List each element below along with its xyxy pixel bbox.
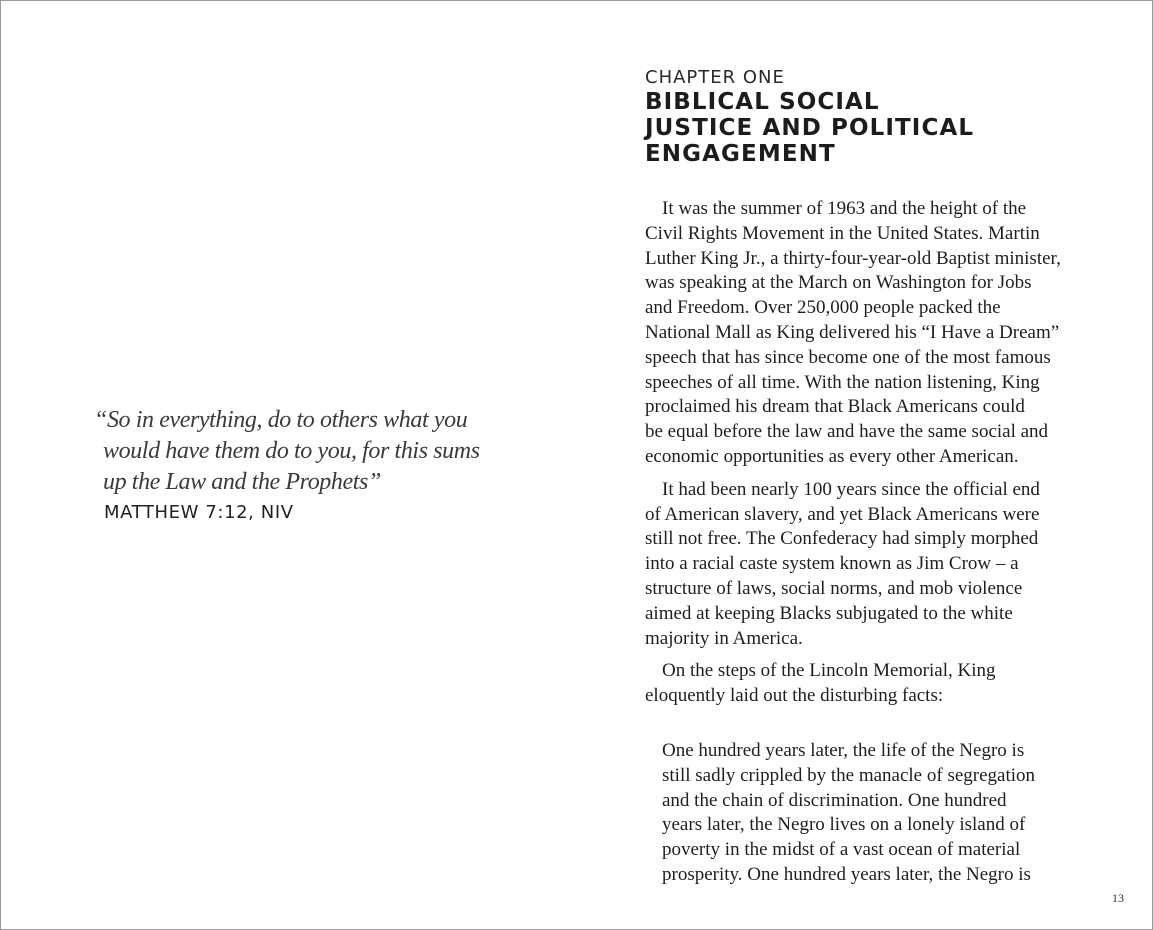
epigraph-quote-line: “So in everything, do to others what you (94, 407, 468, 433)
quote-line: years later, the Negro lives on a lonely island of (662, 814, 1026, 836)
epigraph (94, 405, 514, 523)
text-line: structure of laws, social norms, and mob violence (645, 577, 1023, 599)
text-line: and Freedom. Over 250,000 people packed the (645, 297, 1001, 319)
paragraph (645, 478, 1105, 652)
body-text (645, 197, 1105, 888)
paragraph (645, 659, 1105, 709)
chapter-label: CHAPTER ONE (645, 67, 785, 88)
chapter-title (645, 89, 1115, 167)
chapter-title-line: JUSTICE AND POLITICAL (645, 115, 975, 141)
text-line: economic opportunities as every other American. (645, 445, 1019, 467)
chapter-title-line: ENGAGEMENT (645, 141, 836, 167)
text-line: still not free. The Confederacy had simply morphed (645, 528, 1039, 550)
text-line: Luther King Jr., a thirty-four-year-old Baptist minister, (645, 247, 1061, 269)
epigraph-quote-line: would have them do to you, for this sums (103, 438, 480, 464)
text-line: was speaking at the March on Washington for Jobs (645, 272, 1032, 294)
chapter-title-line: BIBLICAL SOCIAL (645, 89, 880, 115)
quote-line: One hundred years later, the life of the Negro is (662, 739, 1025, 761)
text-line: Civil Rights Movement in the United States. Martin (645, 222, 1040, 244)
text-line: eloquently laid out the disturbing facts: (645, 685, 944, 707)
epigraph-quote (94, 405, 514, 498)
text-line: National Mall as King delivered his “I Have a Dream” (645, 321, 1060, 343)
text-line: aimed at keeping Blacks subjugated to the white (645, 602, 1013, 624)
chapter-heading (645, 67, 1115, 167)
text-line: On the steps of the Lincoln Memorial, King (662, 660, 996, 682)
quote-line: still sadly crippled by the manacle of segregation (662, 764, 1036, 786)
page-number: 13 (1112, 891, 1124, 905)
quote-line: poverty in the midst of a vast ocean of material (662, 839, 1021, 861)
text-line: majority in America. (645, 627, 803, 649)
quote-line: prosperity. One hundred years later, the Negro is (662, 863, 1031, 885)
text-line: of American slavery, and yet Black Americans were (645, 503, 1040, 525)
text-line: speech that has since become one of the most famous (645, 346, 1051, 368)
text-line: into a racial caste system known as Jim Crow – a (645, 553, 1019, 575)
text-line: speeches of all time. With the nation listening, King (645, 371, 1040, 393)
text-line: proclaimed his dream that Black Americans could (645, 396, 1025, 418)
text-line: It was the summer of 1963 and the height of the (662, 198, 1027, 219)
paragraph (645, 197, 1105, 470)
epigraph-citation: MATTHEW 7:12, NIV (104, 502, 294, 523)
epigraph-quote-line: up the Law and the Prophets” (103, 469, 381, 495)
text-line: be equal before the law and have the same social and (645, 421, 1049, 443)
quote-line: and the chain of discrimination. One hundred (662, 789, 1007, 811)
block-quote (662, 739, 1105, 888)
text-line: It had been nearly 100 years since the official end (662, 478, 1040, 500)
